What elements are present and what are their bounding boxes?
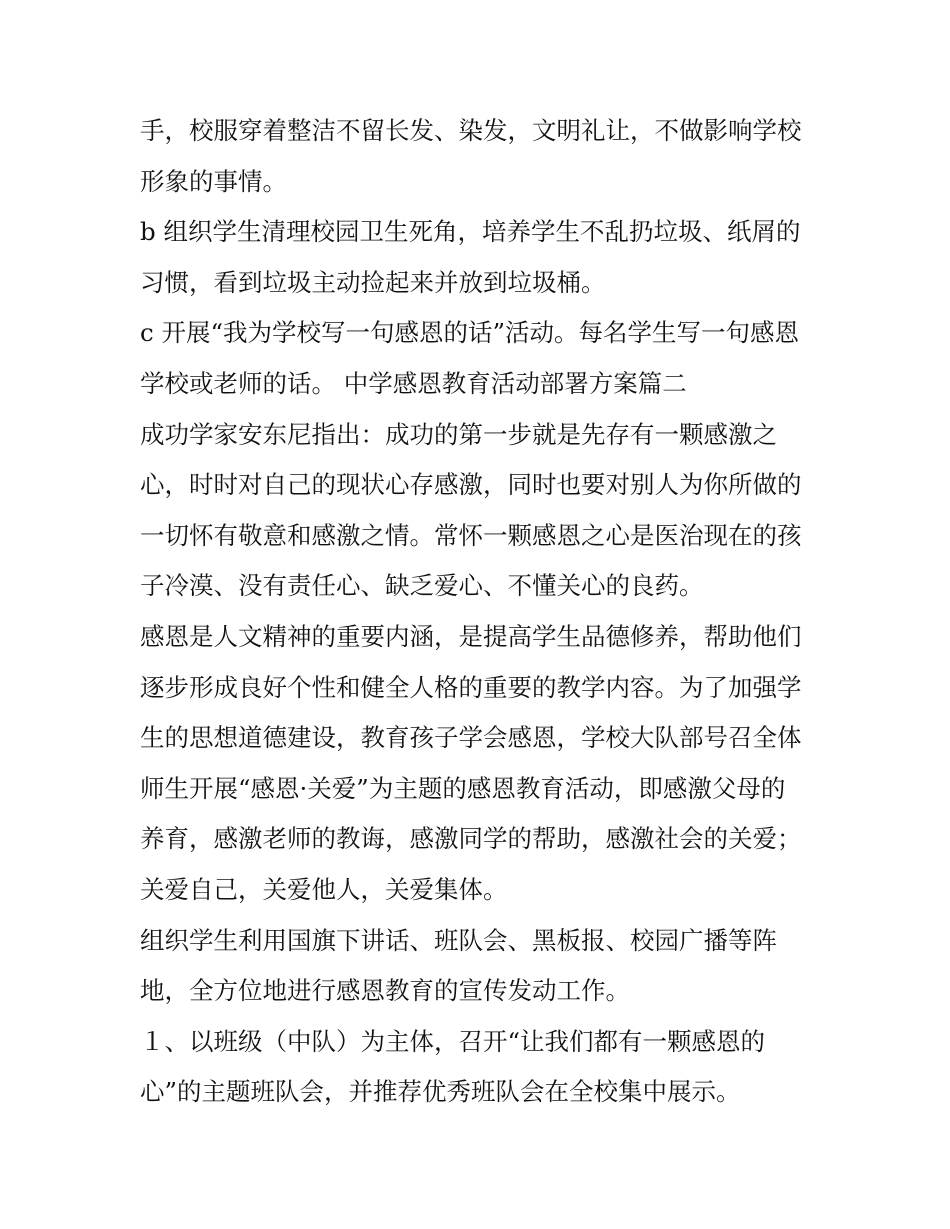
text-line: 关爱自己，关爱他人，关爱集体。 (140, 874, 508, 904)
text-line: 生的思想道德建设，教育孩子学会感恩，学校大队部号召全体 (140, 723, 802, 753)
text-line: 养育，感激老师的教诲，感激同学的帮助，感激社会的关爱； (140, 824, 802, 854)
text-line: 习惯，看到垃圾主动捡起来并放到垃圾桶。 (140, 267, 606, 297)
text-line: 组织学生利用国旗下讲话、班队会、黑板报、校园广播等阵 (140, 925, 777, 955)
text-line: b 组织学生清理校园卫生死角，培养学生不乱扔垃圾、纸屑的 (140, 217, 801, 247)
text-line: 子冷漠、没有责任心、缺乏爱心、不懂关心的良药。 (140, 571, 704, 601)
document-body (140, 106, 840, 1118)
text-line: 心，时时对自己的现状心存感激，同时也要对别人为你所做的 (140, 470, 802, 500)
text-line: 感恩是人文精神的重要内涵，是提高学生品德修养，帮助他们 (140, 621, 802, 651)
text-line: １、以班级（中队）为主体，召开“让我们都有一颗感恩的 (140, 1026, 766, 1056)
text-line: 心”的主题班队会，并推荐优秀班队会在全校集中展示。 (140, 1077, 741, 1107)
text-line: 形象的事情。 (140, 166, 287, 196)
text-line: 成功学家安东尼指出：成功的第一步就是先存有一颗感激之 (140, 419, 777, 449)
text-line: 一切怀有敬意和感激之情。常怀一颗感恩之心是医治现在的孩 (140, 520, 802, 550)
text-line: 师生开展“感恩·关爱”为主题的感恩教育活动，即感激父母的 (140, 773, 786, 803)
text-line: 学校或老师的话。 中学感恩教育活动部署方案篇二 (140, 368, 687, 398)
text-line: c 开展“我为学校写一句感恩的话”活动。每名学生写一句感恩 (140, 318, 800, 348)
text-line: 逐步形成良好个性和健全人格的重要的教学内容。为了加强学 (140, 672, 802, 702)
text-line: 手，校服穿着整洁不留长发、染发，文明礼让，不做影响学校 (140, 116, 802, 145)
text-line: 地，全方位地进行感恩教育的宣传发动工作。 (140, 976, 630, 1006)
